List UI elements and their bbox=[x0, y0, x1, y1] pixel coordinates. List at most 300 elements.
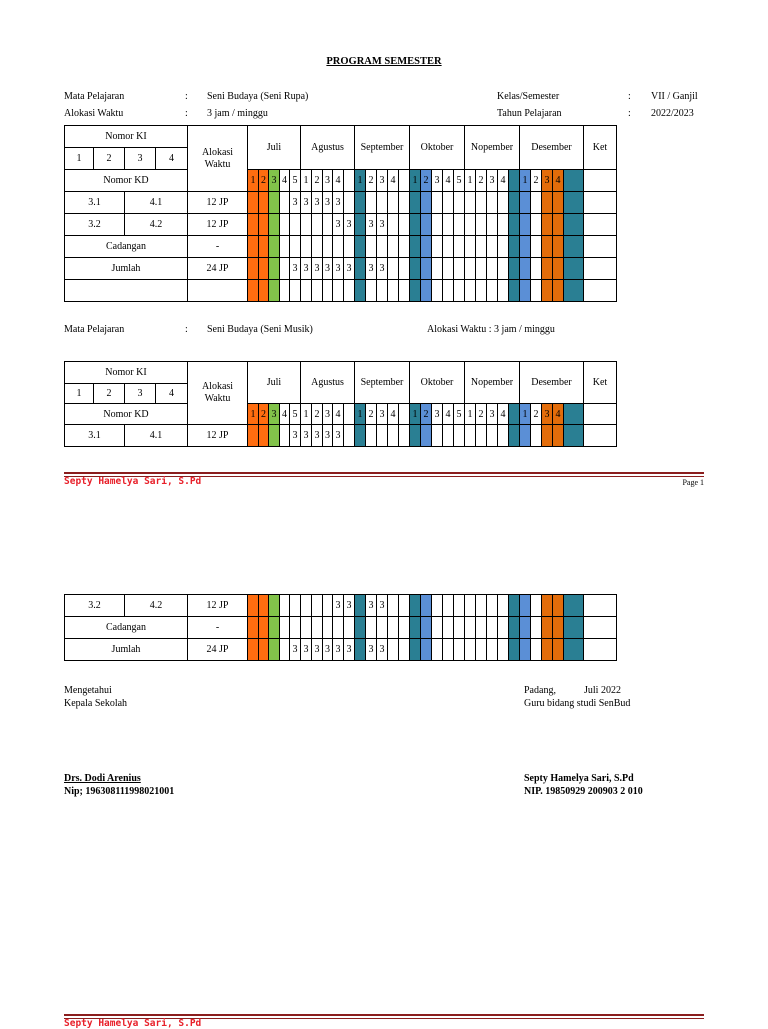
week-cell bbox=[498, 617, 509, 639]
week-cell bbox=[259, 595, 269, 617]
week-cell bbox=[432, 639, 443, 661]
week-cell bbox=[487, 258, 498, 280]
week-cell bbox=[399, 258, 410, 280]
week-cell bbox=[443, 192, 454, 214]
ket-cell bbox=[584, 236, 617, 258]
ket-cell bbox=[584, 170, 617, 192]
week-cell: 3 bbox=[290, 425, 301, 447]
week-cell bbox=[531, 595, 542, 617]
ket-cell bbox=[584, 595, 617, 617]
week-cell bbox=[564, 258, 584, 280]
week-cell bbox=[399, 595, 410, 617]
row-label bbox=[65, 280, 188, 302]
week-cell: 3 bbox=[366, 258, 377, 280]
week-cell bbox=[323, 617, 333, 639]
week-cell bbox=[432, 595, 443, 617]
week-cell bbox=[531, 214, 542, 236]
kelas-label: Kelas/Semester bbox=[497, 91, 560, 102]
alokasi-value: 24 JP bbox=[188, 258, 248, 280]
header-week: 5 bbox=[454, 404, 465, 425]
week-cell bbox=[564, 236, 584, 258]
week-cell bbox=[432, 617, 443, 639]
header-week bbox=[509, 170, 520, 192]
week-cell bbox=[410, 425, 421, 447]
week-cell bbox=[377, 617, 388, 639]
week-cell bbox=[443, 425, 454, 447]
week-cell bbox=[366, 280, 377, 302]
week-cell bbox=[454, 192, 465, 214]
week-cell bbox=[553, 236, 564, 258]
week-cell bbox=[487, 192, 498, 214]
teacher-nip: NIP. 19850929 200903 2 010 bbox=[524, 786, 643, 797]
header-week: 3 bbox=[432, 404, 443, 425]
week-cell bbox=[355, 425, 366, 447]
week-cell bbox=[476, 192, 487, 214]
week-cell: 3 bbox=[333, 425, 344, 447]
ket-cell bbox=[584, 404, 617, 425]
header-week: 3 bbox=[323, 170, 333, 192]
week-cell bbox=[248, 236, 259, 258]
week-cell bbox=[312, 236, 323, 258]
week-cell bbox=[553, 595, 564, 617]
week-cell bbox=[454, 214, 465, 236]
week-cell bbox=[248, 639, 259, 661]
week-cell bbox=[410, 617, 421, 639]
header-month: Juli bbox=[248, 126, 301, 170]
header-week: 5 bbox=[290, 170, 301, 192]
week-cell bbox=[553, 192, 564, 214]
date: Juli 2022 bbox=[584, 685, 621, 696]
week-cell bbox=[377, 236, 388, 258]
week-cell: 3 bbox=[333, 214, 344, 236]
week-cell bbox=[443, 617, 454, 639]
week-cell bbox=[498, 192, 509, 214]
week-cell bbox=[542, 280, 553, 302]
week-cell bbox=[487, 236, 498, 258]
header-week: 3 bbox=[542, 404, 553, 425]
week-cell bbox=[542, 258, 553, 280]
header-week: 2 bbox=[312, 404, 323, 425]
kd-number: 4.2 bbox=[125, 214, 188, 236]
week-cell bbox=[432, 258, 443, 280]
week-cell bbox=[269, 214, 280, 236]
week-cell bbox=[259, 639, 269, 661]
week-cell bbox=[564, 639, 584, 661]
header-week: 3 bbox=[542, 170, 553, 192]
week-cell bbox=[421, 236, 432, 258]
week-cell bbox=[443, 236, 454, 258]
table-row bbox=[65, 617, 617, 639]
kd-number: 3.2 bbox=[65, 214, 125, 236]
week-cell bbox=[520, 595, 531, 617]
week-cell bbox=[280, 425, 290, 447]
colon: : bbox=[628, 108, 631, 119]
week-cell bbox=[269, 595, 280, 617]
row-label: Cadangan bbox=[65, 617, 188, 639]
week-cell bbox=[355, 258, 366, 280]
week-cell bbox=[498, 258, 509, 280]
week-cell bbox=[269, 192, 280, 214]
header-week: 4 bbox=[280, 404, 290, 425]
week-cell bbox=[388, 617, 399, 639]
week-cell bbox=[476, 280, 487, 302]
footer-author: Septy Hamelya Sari, S.Pd bbox=[64, 476, 202, 487]
header-week: 5 bbox=[290, 404, 301, 425]
program-semester-table-seni-musik bbox=[64, 361, 617, 447]
week-cell bbox=[377, 192, 388, 214]
week-cell bbox=[290, 236, 301, 258]
week-cell bbox=[564, 214, 584, 236]
header-week: 4 bbox=[498, 404, 509, 425]
week-cell: 3 bbox=[377, 595, 388, 617]
week-cell bbox=[344, 236, 355, 258]
week-cell bbox=[333, 617, 344, 639]
week-cell bbox=[388, 192, 399, 214]
week-cell bbox=[399, 214, 410, 236]
week-cell: 3 bbox=[290, 639, 301, 661]
header-week: 2 bbox=[476, 404, 487, 425]
week-cell bbox=[509, 595, 520, 617]
week-cell bbox=[564, 192, 584, 214]
week-cell bbox=[520, 425, 531, 447]
week-cell bbox=[355, 236, 366, 258]
week-cell bbox=[410, 639, 421, 661]
week-cell bbox=[509, 617, 520, 639]
teacher-name: Septy Hamelya Sari, S.Pd bbox=[524, 773, 634, 784]
week-cell bbox=[553, 258, 564, 280]
table-row bbox=[65, 214, 617, 236]
header-month: Oktober bbox=[410, 126, 465, 170]
week-cell bbox=[366, 192, 377, 214]
week-cell: 3 bbox=[301, 192, 312, 214]
header-ki-number: 4 bbox=[156, 148, 188, 170]
week-cell bbox=[410, 214, 421, 236]
header-week: 1 bbox=[520, 170, 531, 192]
header-week: 3 bbox=[269, 170, 280, 192]
header-alokasi-waktu: Alokasi Waktu bbox=[188, 362, 248, 425]
week-cell bbox=[465, 595, 476, 617]
week-cell bbox=[520, 280, 531, 302]
week-cell bbox=[280, 617, 290, 639]
table-row bbox=[65, 595, 617, 617]
week-cell bbox=[399, 617, 410, 639]
week-cell bbox=[399, 236, 410, 258]
header-week: 2 bbox=[259, 170, 269, 192]
program-semester-table-seni-rupa bbox=[64, 125, 617, 302]
header-week: 4 bbox=[333, 170, 344, 192]
week-cell bbox=[520, 214, 531, 236]
ket-cell bbox=[584, 617, 617, 639]
week-cell: 3 bbox=[323, 425, 333, 447]
mapel2-label: Mata Pelajaran bbox=[64, 324, 125, 335]
week-cell bbox=[520, 236, 531, 258]
week-cell bbox=[498, 425, 509, 447]
principal-nip: Nip; 196308111998021001 bbox=[64, 786, 175, 797]
week-cell bbox=[531, 617, 542, 639]
ket-cell bbox=[584, 214, 617, 236]
week-cell bbox=[476, 236, 487, 258]
week-cell bbox=[476, 425, 487, 447]
week-cell bbox=[498, 280, 509, 302]
week-cell bbox=[301, 595, 312, 617]
week-cell bbox=[498, 595, 509, 617]
header-week: 4 bbox=[443, 404, 454, 425]
alokasi-value: 12 JP bbox=[188, 214, 248, 236]
week-cell: 3 bbox=[323, 639, 333, 661]
week-cell bbox=[355, 214, 366, 236]
week-cell bbox=[366, 425, 377, 447]
week-cell bbox=[564, 595, 584, 617]
week-cell bbox=[443, 595, 454, 617]
week-cell bbox=[421, 280, 432, 302]
colon: : bbox=[185, 324, 188, 335]
header-week: 1 bbox=[465, 170, 476, 192]
week-cell bbox=[553, 214, 564, 236]
week-cell bbox=[366, 617, 377, 639]
ket-cell bbox=[584, 258, 617, 280]
week-cell bbox=[520, 192, 531, 214]
colon: : bbox=[185, 91, 188, 102]
mengetahui: Mengetahui bbox=[64, 685, 112, 696]
header-week: 4 bbox=[388, 404, 399, 425]
header-week bbox=[344, 404, 355, 425]
week-cell bbox=[333, 280, 344, 302]
alokasi-value: - bbox=[188, 617, 248, 639]
week-cell bbox=[259, 192, 269, 214]
header-week: 2 bbox=[531, 170, 542, 192]
week-cell bbox=[312, 280, 323, 302]
program-semester-table-continued bbox=[64, 594, 617, 661]
header-week: 2 bbox=[312, 170, 323, 192]
week-cell bbox=[259, 425, 269, 447]
week-cell: 3 bbox=[312, 192, 323, 214]
week-cell bbox=[432, 192, 443, 214]
week-cell bbox=[323, 236, 333, 258]
page-title: PROGRAM SEMESTER bbox=[326, 56, 442, 67]
week-cell: 3 bbox=[344, 595, 355, 617]
week-cell bbox=[531, 425, 542, 447]
footer-rule bbox=[64, 472, 704, 474]
row-label: Cadangan bbox=[65, 236, 188, 258]
week-cell: 3 bbox=[333, 595, 344, 617]
week-cell bbox=[443, 214, 454, 236]
header-week: 1 bbox=[248, 404, 259, 425]
mapel-label: Mata Pelajaran bbox=[64, 91, 125, 102]
week-cell: 3 bbox=[301, 425, 312, 447]
week-cell bbox=[269, 280, 280, 302]
header-week: 2 bbox=[531, 404, 542, 425]
header-week: 1 bbox=[520, 404, 531, 425]
header-week: 2 bbox=[476, 170, 487, 192]
header-week: 2 bbox=[421, 170, 432, 192]
week-cell bbox=[465, 280, 476, 302]
header-month: Juli bbox=[248, 362, 301, 404]
week-cell bbox=[465, 192, 476, 214]
week-cell bbox=[355, 280, 366, 302]
week-cell bbox=[301, 214, 312, 236]
week-cell bbox=[509, 280, 520, 302]
week-cell bbox=[421, 214, 432, 236]
header-week: 1 bbox=[355, 170, 366, 192]
alokasi-value bbox=[188, 280, 248, 302]
week-cell bbox=[465, 214, 476, 236]
week-cell bbox=[553, 280, 564, 302]
header-ki-number: 3 bbox=[125, 384, 156, 404]
header-week: 3 bbox=[432, 170, 443, 192]
kd-number: 3.1 bbox=[65, 192, 125, 214]
week-cell bbox=[280, 280, 290, 302]
week-cell bbox=[388, 258, 399, 280]
week-cell bbox=[487, 280, 498, 302]
week-cell bbox=[388, 639, 399, 661]
week-cell bbox=[301, 236, 312, 258]
week-cell bbox=[269, 236, 280, 258]
week-cell bbox=[476, 617, 487, 639]
week-cell bbox=[269, 425, 280, 447]
week-cell bbox=[520, 617, 531, 639]
week-cell bbox=[377, 425, 388, 447]
footer-page-number: Page 1 bbox=[682, 478, 704, 487]
week-cell bbox=[487, 425, 498, 447]
kd-number: 3.1 bbox=[65, 425, 125, 447]
header-week bbox=[564, 170, 584, 192]
week-cell bbox=[399, 639, 410, 661]
teacher-role: Guru bidang studi SenBud bbox=[524, 698, 631, 709]
week-cell bbox=[421, 617, 432, 639]
week-cell bbox=[454, 639, 465, 661]
header-ket: Ket bbox=[584, 126, 617, 170]
header-week bbox=[399, 170, 410, 192]
week-cell bbox=[432, 214, 443, 236]
week-cell bbox=[509, 425, 520, 447]
header-ki-number: 1 bbox=[65, 384, 94, 404]
week-cell bbox=[454, 258, 465, 280]
ket-cell bbox=[584, 425, 617, 447]
week-cell bbox=[399, 280, 410, 302]
week-cell bbox=[388, 595, 399, 617]
week-cell bbox=[344, 280, 355, 302]
header-week: 3 bbox=[487, 404, 498, 425]
week-cell bbox=[280, 236, 290, 258]
alokasi-value: - bbox=[188, 236, 248, 258]
header-week: 3 bbox=[487, 170, 498, 192]
week-cell bbox=[366, 236, 377, 258]
header-week: 3 bbox=[377, 170, 388, 192]
week-cell bbox=[248, 595, 259, 617]
week-cell bbox=[443, 280, 454, 302]
week-cell bbox=[399, 425, 410, 447]
week-cell bbox=[564, 617, 584, 639]
week-cell bbox=[443, 258, 454, 280]
week-cell bbox=[280, 258, 290, 280]
week-cell bbox=[355, 192, 366, 214]
week-cell bbox=[312, 214, 323, 236]
week-cell bbox=[290, 214, 301, 236]
week-cell: 3 bbox=[333, 258, 344, 280]
header-alokasi-waktu: Alokasi Waktu bbox=[188, 126, 248, 192]
place: Padang, bbox=[524, 685, 556, 696]
alokasi2: Alokasi Waktu : 3 jam / minggu bbox=[427, 324, 555, 335]
week-cell bbox=[259, 214, 269, 236]
header-ki-number: 1 bbox=[65, 148, 94, 170]
week-cell bbox=[520, 258, 531, 280]
header-nomor-kd: Nomor KD bbox=[65, 404, 188, 425]
week-cell bbox=[388, 425, 399, 447]
week-cell bbox=[531, 192, 542, 214]
header-ket: Ket bbox=[584, 362, 617, 404]
week-cell: 3 bbox=[323, 258, 333, 280]
header-week bbox=[564, 404, 584, 425]
header-week: 1 bbox=[301, 404, 312, 425]
header-month: Agustus bbox=[301, 126, 355, 170]
header-week bbox=[509, 404, 520, 425]
week-cell: 3 bbox=[344, 258, 355, 280]
header-week: 4 bbox=[553, 170, 564, 192]
table-row bbox=[65, 280, 617, 302]
week-cell bbox=[542, 192, 553, 214]
week-cell bbox=[344, 425, 355, 447]
week-cell bbox=[432, 236, 443, 258]
week-cell bbox=[399, 192, 410, 214]
week-cell bbox=[355, 617, 366, 639]
week-cell bbox=[312, 617, 323, 639]
week-cell: 3 bbox=[377, 214, 388, 236]
week-cell bbox=[542, 425, 553, 447]
week-cell bbox=[465, 639, 476, 661]
week-cell bbox=[248, 192, 259, 214]
alokasi-label: Alokasi Waktu bbox=[64, 108, 124, 119]
header-week: 1 bbox=[248, 170, 259, 192]
week-cell bbox=[531, 639, 542, 661]
week-cell bbox=[388, 236, 399, 258]
kd-number: 4.1 bbox=[125, 192, 188, 214]
mapel-value: Seni Budaya (Seni Rupa) bbox=[207, 91, 309, 102]
week-cell: 3 bbox=[312, 639, 323, 661]
header-nomor-ki: Nomor KI bbox=[65, 126, 188, 148]
week-cell bbox=[323, 214, 333, 236]
week-cell bbox=[323, 595, 333, 617]
week-cell bbox=[301, 280, 312, 302]
header-week: 4 bbox=[498, 170, 509, 192]
week-cell bbox=[280, 192, 290, 214]
header-week: 1 bbox=[410, 170, 421, 192]
week-cell bbox=[312, 595, 323, 617]
header-month: Nopember bbox=[465, 362, 520, 404]
row-label: Jumlah bbox=[65, 639, 188, 661]
week-cell bbox=[465, 617, 476, 639]
week-cell bbox=[280, 639, 290, 661]
week-cell bbox=[388, 214, 399, 236]
table-row bbox=[65, 236, 617, 258]
ket-cell bbox=[584, 280, 617, 302]
alokasi-value: 12 JP bbox=[188, 192, 248, 214]
principal-name: Drs. Dodi Arenius bbox=[64, 773, 141, 784]
week-cell bbox=[465, 258, 476, 280]
week-cell bbox=[487, 617, 498, 639]
week-cell bbox=[553, 425, 564, 447]
week-cell bbox=[410, 192, 421, 214]
week-cell bbox=[487, 214, 498, 236]
week-cell bbox=[542, 236, 553, 258]
week-cell bbox=[476, 639, 487, 661]
table-row bbox=[65, 639, 617, 661]
week-cell: 3 bbox=[312, 425, 323, 447]
week-cell bbox=[355, 595, 366, 617]
week-cell: 3 bbox=[333, 192, 344, 214]
header-week: 5 bbox=[454, 170, 465, 192]
week-cell: 3 bbox=[290, 192, 301, 214]
week-cell bbox=[498, 236, 509, 258]
